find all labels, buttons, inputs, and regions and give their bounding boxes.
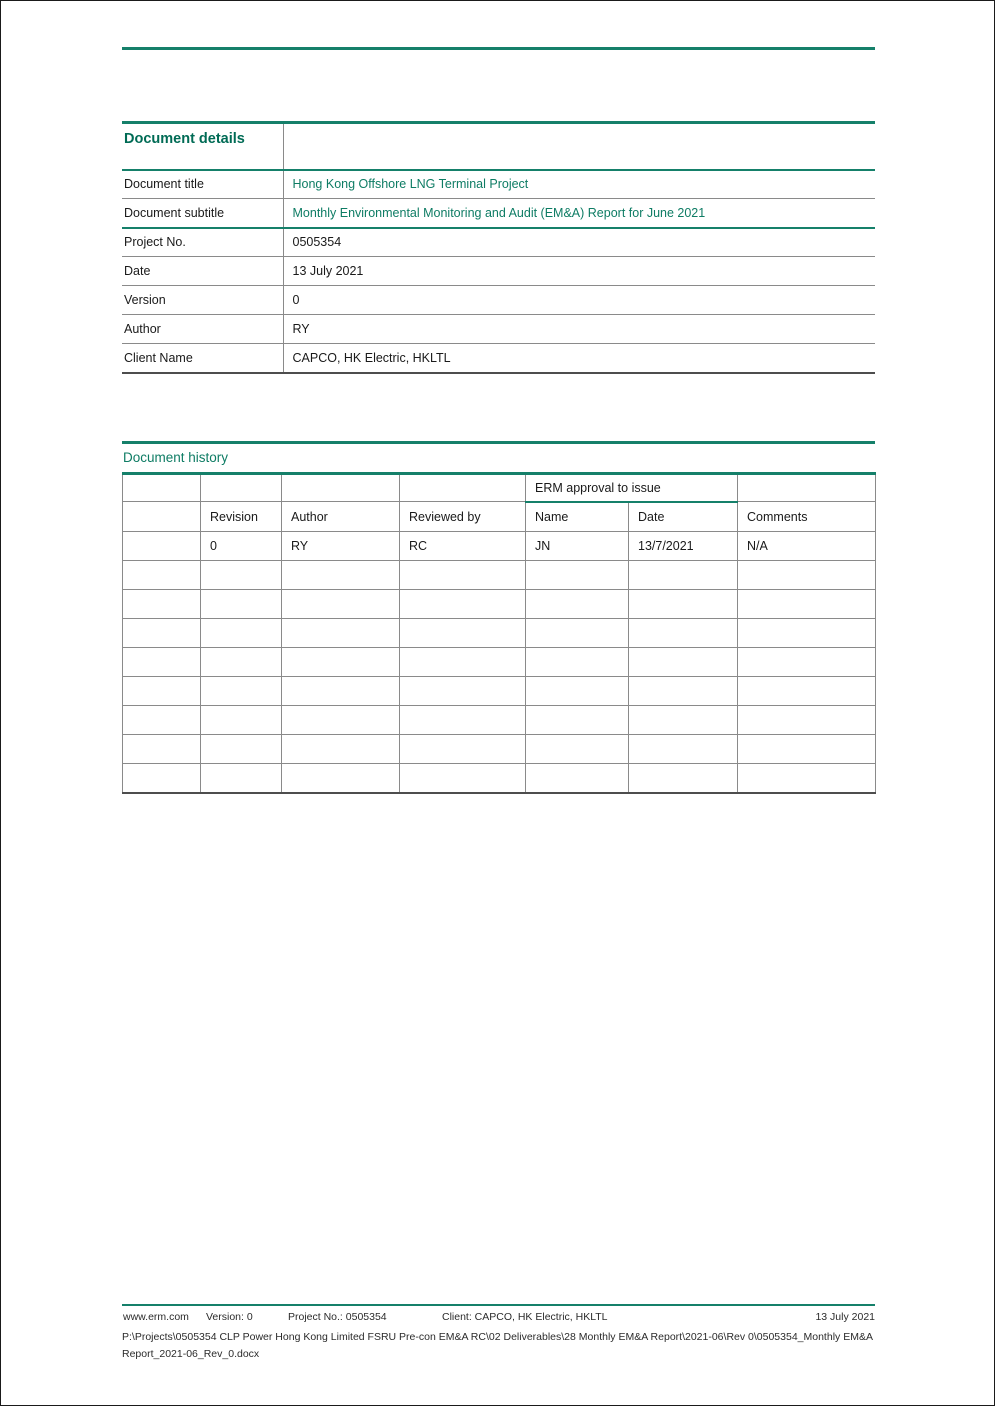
- history-cell-blank: [526, 677, 629, 706]
- history-column-header: Date: [629, 502, 738, 532]
- details-label: Author: [122, 315, 283, 344]
- history-cell-blank: [282, 474, 400, 502]
- history-cell-blank: [201, 648, 282, 677]
- document-history-heading: Document history: [122, 441, 875, 472]
- details-row-title: [122, 170, 875, 199]
- history-entry-row: [123, 532, 876, 561]
- history-column-header: Reviewed by: [400, 502, 526, 532]
- details-label: Client Name: [122, 344, 283, 373]
- history-cell-blank: [123, 735, 201, 764]
- history-column-header: Name: [526, 502, 629, 532]
- history-cell-blank: [201, 764, 282, 793]
- history-cell-blank: [201, 474, 282, 502]
- history-cell-blank: [201, 677, 282, 706]
- history-empty-row: [123, 561, 876, 590]
- history-cell-blank: [738, 706, 876, 735]
- history-cell-blank: [526, 590, 629, 619]
- history-cell-blank: [123, 590, 201, 619]
- footer-project-no: Project No.: 0505354: [288, 1311, 387, 1323]
- history-cell-blank: [738, 735, 876, 764]
- history-cell-blank: [282, 590, 400, 619]
- history-cell-blank: [629, 764, 738, 793]
- history-cell-blank: [738, 619, 876, 648]
- footer-meta-row: [122, 1311, 875, 1328]
- footer-date: 13 July 2021: [815, 1311, 875, 1323]
- history-cell-blank: [526, 764, 629, 793]
- document-history-section: [122, 441, 875, 794]
- history-cell-blank: [201, 619, 282, 648]
- history-cell-blank: [201, 706, 282, 735]
- details-header-row: [122, 123, 875, 170]
- details-header-spacer: [283, 123, 875, 170]
- history-empty-row: [123, 648, 876, 677]
- history-column-header: Author: [282, 502, 400, 532]
- footer-file-path: [122, 1329, 875, 1363]
- history-cell-blank: [738, 648, 876, 677]
- history-cell-blank: [201, 590, 282, 619]
- details-row-author: [122, 315, 875, 344]
- history-cell-blank: [738, 590, 876, 619]
- history-cell: JN: [526, 532, 629, 561]
- history-cell-blank: [123, 677, 201, 706]
- details-value: 0505354: [283, 228, 875, 257]
- footer-version: Version: 0: [206, 1311, 253, 1323]
- history-empty-row: [123, 590, 876, 619]
- footer-client: Client: CAPCO, HK Electric, HKLTL: [442, 1311, 608, 1323]
- details-row-project-no: [122, 228, 875, 257]
- history-cell-blank: [400, 590, 526, 619]
- details-label: Document subtitle: [122, 199, 283, 228]
- history-cell-blank: [738, 764, 876, 793]
- history-empty-row: [123, 677, 876, 706]
- history-column-header: [123, 502, 201, 532]
- history-cell: RC: [400, 532, 526, 561]
- history-cell-blank: [282, 648, 400, 677]
- details-value: 13 July 2021: [283, 257, 875, 286]
- history-cell-blank: [629, 619, 738, 648]
- history-approval-row: [123, 474, 876, 502]
- history-cell-blank: [282, 706, 400, 735]
- history-cell-blank: [282, 561, 400, 590]
- history-column-header-row: [123, 502, 876, 532]
- history-cell-blank: [738, 474, 876, 502]
- history-cell-blank: [526, 561, 629, 590]
- document-history-table: [122, 472, 876, 794]
- details-row-date: [122, 257, 875, 286]
- details-row-subtitle: [122, 199, 875, 228]
- history-cell-blank: [738, 677, 876, 706]
- footer-website: www.erm.com: [123, 1311, 189, 1323]
- history-cell-blank: [400, 735, 526, 764]
- history-cell: RY: [282, 532, 400, 561]
- history-cell-blank: [201, 561, 282, 590]
- details-value: CAPCO, HK Electric, HKLTL: [283, 344, 875, 373]
- history-cell-blank: [123, 561, 201, 590]
- history-cell-blank: [400, 677, 526, 706]
- details-value: 0: [283, 286, 875, 315]
- history-cell-blank: [282, 764, 400, 793]
- history-cell-blank: [526, 706, 629, 735]
- page-footer: [122, 1304, 875, 1363]
- history-cell-blank: [123, 706, 201, 735]
- history-empty-row: [123, 706, 876, 735]
- erm-approval-header: ERM approval to issue: [526, 474, 738, 502]
- history-cell-blank: [526, 619, 629, 648]
- document-details-heading: Document details: [122, 123, 283, 170]
- history-cell: N/A: [738, 532, 876, 561]
- history-empty-row: [123, 619, 876, 648]
- history-cell: 0: [201, 532, 282, 561]
- footer-file-path-line1: P:\Projects\0505354 CLP Power Hong Kong Limited FSRU Pre-con EM&A RC\02 Deliverables\28 Monthly EM&A Report\2021-06\Rev 0\0505354_Monthly EM&A: [122, 1331, 873, 1343]
- history-cell-blank: [282, 735, 400, 764]
- history-cell-blank: [123, 764, 201, 793]
- top-rule: [122, 47, 875, 50]
- history-cell-blank: [400, 619, 526, 648]
- details-label: Document title: [122, 170, 283, 199]
- history-cell-blank: [629, 561, 738, 590]
- history-empty-row: [123, 764, 876, 793]
- footer-file-path-line2: Report_2021-06_Rev_0.docx: [122, 1348, 260, 1360]
- history-cell-blank: [526, 648, 629, 677]
- history-cell-blank: [201, 735, 282, 764]
- history-cell-blank: [400, 764, 526, 793]
- history-cell-blank: [629, 648, 738, 677]
- history-empty-row: [123, 735, 876, 764]
- details-row-client: [122, 344, 875, 373]
- history-cell-blank: [123, 474, 201, 502]
- details-value: Monthly Environmental Monitoring and Audit (EM&A) Report for June 2021: [283, 199, 875, 228]
- history-column-header: Comments: [738, 502, 876, 532]
- details-value: Hong Kong Offshore LNG Terminal Project: [283, 170, 875, 199]
- history-cell-blank: [629, 706, 738, 735]
- details-row-version: [122, 286, 875, 315]
- history-cell-blank: [123, 619, 201, 648]
- history-column-header: Revision: [201, 502, 282, 532]
- details-label: Project No.: [122, 228, 283, 257]
- history-cell-blank: [400, 648, 526, 677]
- history-cell-blank: [526, 735, 629, 764]
- history-cell-blank: [629, 735, 738, 764]
- history-cell-blank: [123, 648, 201, 677]
- history-cell-blank: [282, 619, 400, 648]
- document-details-table: [122, 121, 875, 374]
- history-cell-blank: [629, 590, 738, 619]
- history-cell-blank: [400, 561, 526, 590]
- details-value: RY: [283, 315, 875, 344]
- history-cell-blank: [629, 677, 738, 706]
- details-label: Date: [122, 257, 283, 286]
- details-label: Version: [122, 286, 283, 315]
- history-cell-blank: [400, 706, 526, 735]
- history-cell: 13/7/2021: [629, 532, 738, 561]
- history-cell-blank: [282, 677, 400, 706]
- history-cell: [123, 532, 201, 561]
- history-cell-blank: [400, 474, 526, 502]
- history-cell-blank: [738, 561, 876, 590]
